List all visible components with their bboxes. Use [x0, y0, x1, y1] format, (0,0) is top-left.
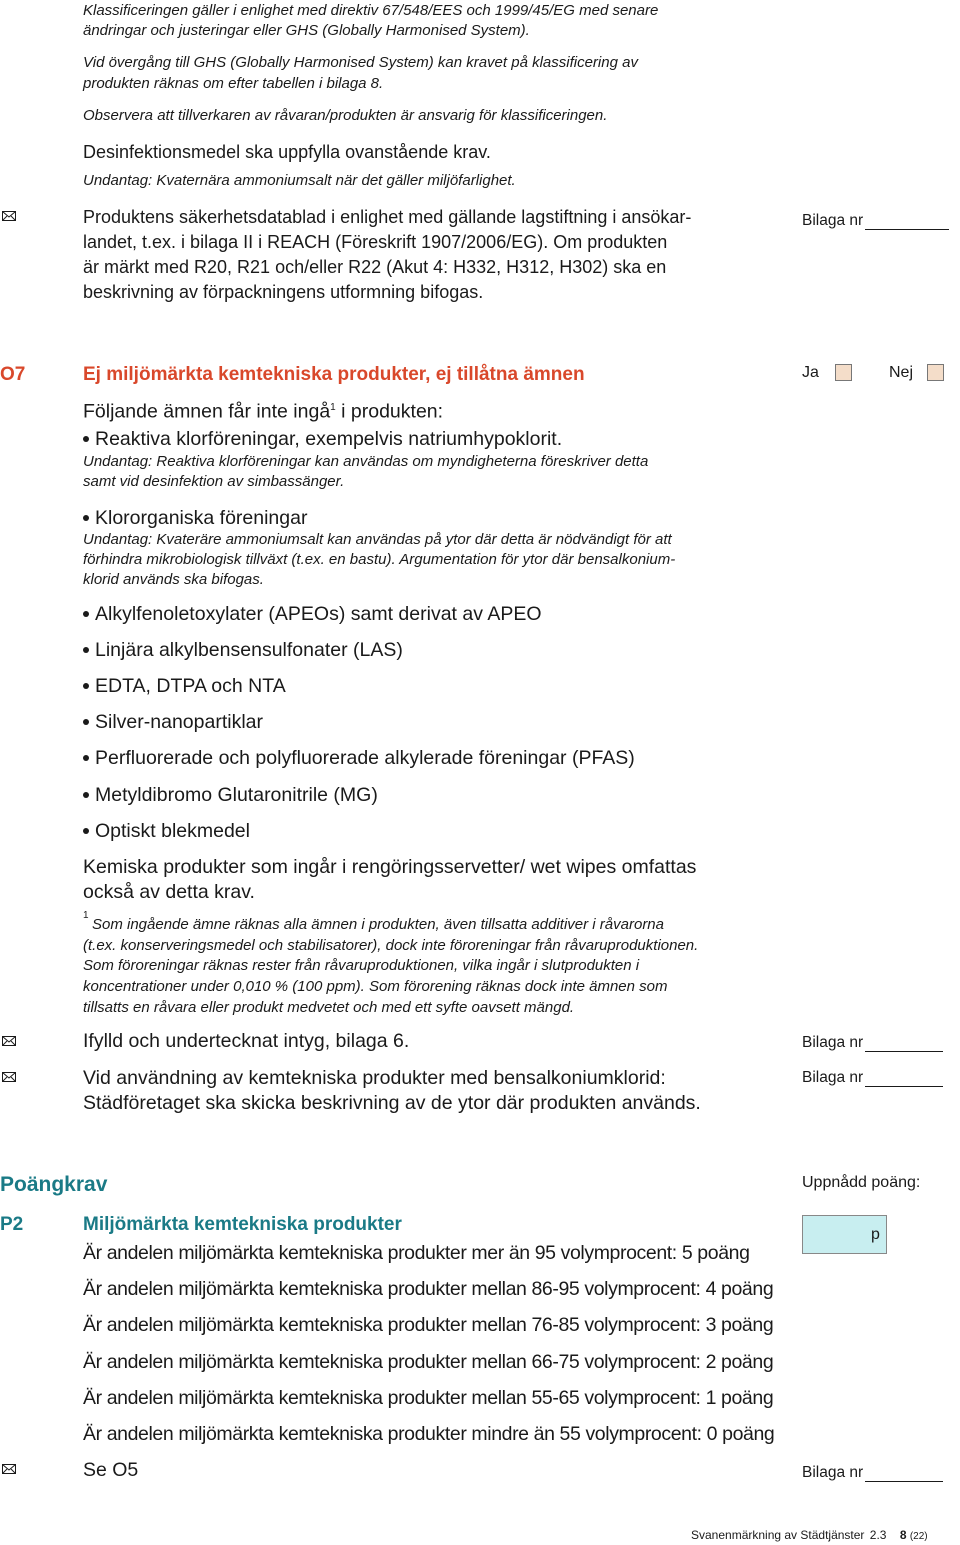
bilaga-label: Bilaga nr — [802, 1464, 864, 1481]
envelope-icon — [2, 211, 16, 221]
list-item-text: Reaktiva klorföreningar, exempelvis natriumhypoklorit. — [95, 428, 563, 450]
desinfektion-requirement: Desinfektionsmedel ska uppfylla ovanstående krav. — [83, 142, 491, 162]
o7-intro-text: Följande ämnen får inte ingå — [83, 400, 331, 423]
poang-line-4: Är andelen miljömärkta kemtekniska produkter mellan 86-95 volymprocent: 4 poäng — [83, 1278, 774, 1300]
bensalkonium-line-2: Städföretaget ska skicka beskrivning av de ytor där produkten används. — [83, 1092, 701, 1114]
list-item — [83, 710, 263, 735]
nej-option[interactable] — [889, 364, 944, 382]
envelope-icon — [2, 1464, 16, 1474]
ghs-note-line-1: Vid övergång till GHS (Globally Harmonised System) kan kravet på klassificering av — [83, 54, 638, 71]
list-item-text: EDTA, DTPA och NTA — [95, 675, 286, 697]
list-item-text: Linjära alkylbensensulfonater (LAS) — [95, 639, 403, 661]
footer-total: (22) — [909, 1531, 928, 1542]
poang-line-3: Är andelen miljömärkta kemtekniska produkter mellan 76-85 volymprocent: 3 poäng — [83, 1314, 774, 1336]
ja-label: Ja — [802, 364, 819, 381]
footer-doc-name: Svanenmärkning av Städtjänster — [691, 1528, 865, 1542]
undantag-kvat-line-3: klorid används ska bifogas. — [83, 571, 264, 588]
uppnadd-poang-label: Uppnådd poäng: — [802, 1174, 921, 1191]
poang-line-5: Är andelen miljömärkta kemtekniska produkter mer än 95 volymprocent: 5 poäng — [83, 1242, 750, 1264]
sakerhetsdatablad-line-3: är märkt med R20, R21 och/eller R22 (Akut 4: H332, H312, H302) ska en — [83, 257, 667, 277]
o7-code: O7 — [0, 364, 26, 385]
p2-code: P2 — [0, 1214, 24, 1235]
undantag-klor-line-1: Undantag: Reaktiva klorföreningar kan användas om myndigheterna föreskriver detta — [83, 453, 649, 470]
bilaga-field-p2[interactable] — [802, 1464, 943, 1482]
undantag-kvat-line-2: förhindra mikrobiologisk tillväxt (t.ex. en bastu). Argumentation för ytor där bensalkonium- — [83, 551, 676, 568]
list-item-text: Perfluorerade och polyfluorerade alkylerade föreningar (PFAS) — [95, 747, 635, 769]
poang-input-box[interactable] — [802, 1215, 887, 1254]
ghs-note-line-2: produkten räknas om efter tabellen i bilaga 8. — [83, 75, 384, 92]
bilaga-field-intyg[interactable] — [802, 1034, 943, 1052]
undantag-klor-line-2: samt vid desinfektion av simbassänger. — [83, 473, 345, 490]
footnote-line-5: tillsatts en råvara eller produkt medvetet och med ett syfte oavsett mängd. — [83, 999, 575, 1016]
bilaga-input-line[interactable] — [865, 215, 949, 230]
sakerhetsdatablad-line-1: Produktens säkerhetsdatablad i enlighet med gällande lagstiftning i ansökar- — [83, 207, 692, 227]
o7-intro — [83, 395, 443, 425]
footer — [691, 1528, 928, 1542]
list-item — [83, 427, 562, 452]
nej-checkbox[interactable] — [927, 364, 944, 381]
footnote-line-3: Som föroreningar räknas rester från råvaruproduktionen, vilka ingår i slutprodukten i — [83, 957, 640, 974]
bilaga-field-bensalkonium[interactable] — [802, 1069, 943, 1087]
nej-label: Nej — [889, 364, 914, 381]
sakerhetsdatablad-line-2: landet, t.ex. i bilaga II i REACH (Föreskrift 1907/2006/EG). Om produkten — [83, 232, 668, 252]
classification-directive-line-2: ändringar och justeringar eller GHS (Globally Harmonised System). — [83, 22, 530, 39]
poang-box-value: p — [871, 1226, 880, 1243]
bensalkonium-line-1: Vid användning av kemtekniska produkter med bensalkoniumklorid: — [83, 1067, 666, 1089]
classification-directive-line-1: Klassificeringen gäller i enlighet med direktiv 67/548/EES och 1999/45/EG med senare — [83, 2, 659, 19]
bilaga-label: Bilaga nr — [802, 1069, 864, 1086]
list-item-text: Optiskt blekmedel — [95, 820, 250, 842]
list-item-text: Silver-nanopartiklar — [95, 711, 263, 733]
list-item — [83, 783, 378, 808]
p2-title: Miljömärkta kemtekniska produkter — [83, 1214, 402, 1235]
list-item-text: Metyldibromo Glutaronitrile (MG) — [95, 784, 378, 806]
footnote-number: 1 — [83, 910, 89, 921]
kemiska-wipes-line-2: också av detta krav. — [83, 881, 255, 903]
o7-title: Ej miljömärkta kemtekniska produkter, ej tillåtna ämnen — [83, 364, 585, 385]
footnote-line-1: Som ingående ämne räknas alla ämnen i produkten, även tillsatta additiver i råvarorna — [92, 916, 664, 933]
observera-note: Observera att tillverkaren av råvaran/produkten är ansvarig för klassificeringen. — [83, 107, 608, 124]
list-item — [83, 638, 403, 663]
ja-option[interactable] — [802, 364, 852, 382]
bilaga-label: Bilaga nr — [802, 1034, 864, 1051]
list-item — [83, 506, 307, 531]
list-item-text: Alkylfenoletoxylater (APEOs) samt derivat av APEO — [95, 603, 542, 625]
poang-line-0: Är andelen miljömärkta kemtekniska produkter mindre än 55 volymprocent: 0 poäng — [83, 1423, 775, 1445]
footer-version: 2.3 — [869, 1528, 887, 1542]
footnote-line-2: (t.ex. konserveringsmedel och stabilisatorer), dock inte föroreningar från råvaruproduktionen. — [83, 937, 699, 954]
se-o5: Se O5 — [83, 1459, 139, 1481]
bilaga-input-line[interactable] — [865, 1467, 943, 1482]
list-item — [83, 819, 250, 844]
kemiska-wipes-line-1: Kemiska produkter som ingår i rengöringsservetter/ wet wipes omfattas — [83, 856, 697, 878]
o7-intro-text-end: i produkten: — [335, 400, 444, 423]
poangkrav-heading: Poängkrav — [0, 1173, 108, 1196]
bilaga-field-datablad[interactable] — [802, 212, 949, 230]
poang-line-2: Är andelen miljömärkta kemtekniska produkter mellan 66-75 volymprocent: 2 poäng — [83, 1351, 774, 1373]
footnote-line-4: koncentrationer under 0,010 % (100 ppm). Som förorening räknas dock inte ämnen som — [83, 978, 668, 995]
undantag-kvat-line-1: Undantag: Kvateräre ammoniumsalt kan användas på ytor där detta är nödvändigt för att — [83, 531, 672, 548]
sakerhetsdatablad-line-4: beskrivning av förpackningens utformning bifogas. — [83, 282, 484, 302]
footer-page: 8 — [899, 1528, 907, 1542]
poang-line-1: Är andelen miljömärkta kemtekniska produkter mellan 55-65 volymprocent: 1 poäng — [83, 1387, 774, 1409]
envelope-icon — [2, 1036, 16, 1046]
bilaga-input-line[interactable] — [865, 1072, 943, 1087]
list-item-text: Klororganiska föreningar — [95, 507, 308, 529]
list-item — [83, 602, 542, 627]
ifylld-intyg: Ifylld och undertecknat intyg, bilaga 6. — [83, 1030, 410, 1052]
bilaga-input-line[interactable] — [865, 1037, 943, 1052]
footnote-ref: 1 — [330, 402, 336, 413]
ja-checkbox[interactable] — [835, 364, 852, 381]
list-item — [83, 674, 286, 699]
undantag-kvaternara: Undantag: Kvaternära ammoniumsalt när det gäller miljöfarlighet. — [83, 172, 516, 189]
list-item — [83, 746, 635, 771]
envelope-icon — [2, 1072, 16, 1082]
bilaga-label: Bilaga nr — [802, 212, 864, 229]
